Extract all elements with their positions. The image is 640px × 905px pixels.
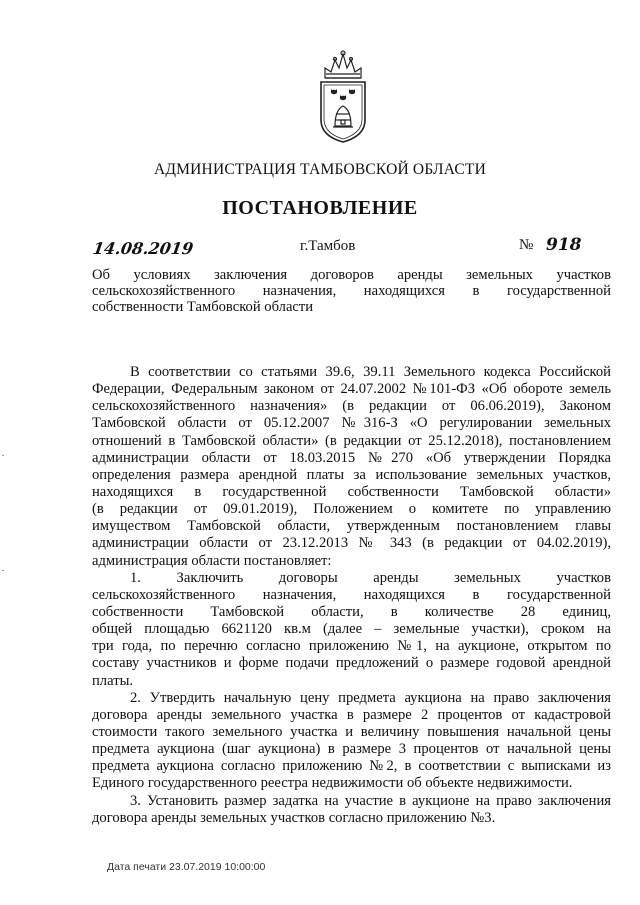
body-line: предмета аукциона согласно приложению №2, в соответствии с выписками из: [92, 758, 611, 775]
body-line: имуществом Тамбовской области, утвержденным постановлением главы: [92, 518, 611, 535]
body-line: общей площадью 6621120 кв.м (далее – земельные участки), сроком на: [92, 621, 611, 638]
body-line: договора аренды земельного участка в размере 2 процентов от кадастровой: [92, 706, 611, 723]
body-line: договора аренды земельных участков согласно приложению №3.: [92, 809, 496, 826]
document-type-title: ПОСТАНОВЛЕНИЕ: [222, 197, 418, 219]
body-line: (в редакции от 09.01.2019), Положением о комитете по управлению: [92, 501, 611, 518]
subject-line: собственности Тамбовской области: [92, 299, 314, 315]
organization-title: АДМИНИСТРАЦИЯ ТАМБОВСКОЙ ОБЛАСТИ: [154, 161, 486, 178]
body-line: администрации области от 18.03.2015 №270 «Об утверждении Порядка: [92, 449, 611, 466]
body-line: Федерации, Федеральным законом от 24.07.2002 №101-ФЗ «Об обороте земель: [92, 381, 611, 398]
body-line: В соответствии со статьями 39.6, 39.11 Земельного кодекса Российской: [130, 364, 611, 380]
body-line: 1. Заключить договоры аренды земельных участков: [130, 569, 611, 586]
document-number: 918: [546, 235, 582, 255]
body-line: Тамбовской области от 05.12.2007 №316-З «О регулировании земельных: [92, 415, 611, 432]
tambov-coat-of-arms-icon: [311, 48, 375, 146]
subject-line: Об условиях заключения договоров аренды земельных участков: [92, 267, 611, 283]
margin-mark: [2, 570, 4, 571]
body-line: администрация области постановляет:: [92, 552, 332, 569]
body-line: 3. Установить размер задатка на участие в аукционе на право заключения: [130, 792, 611, 809]
body-line: определения размера арендной платы за использование земельных участков,: [92, 466, 611, 483]
body-line: предмета аукциона (шаг аукциона) в размере 3 процентов от начальной цены: [92, 741, 611, 758]
document-body: [92, 364, 611, 827]
body-line: составу участников и форме подачи предложений о размере годовой арендной: [92, 655, 611, 672]
body-line: платы.: [92, 672, 134, 689]
body-line: собственности Тамбовской области, в количестве 28 единиц,: [92, 603, 611, 620]
body-line: отношений в Тамбовской области» (в редакции от 25.12.2018), постановлением: [92, 432, 611, 449]
body-line: Единого государственного реестра недвижимости об объекте недвижимости.: [92, 775, 573, 792]
document-date: 14.08.2019: [91, 239, 195, 258]
body-line: находящихся в государственной собственности Тамбовской области»: [92, 483, 611, 500]
body-line: 2. Утвердить начальную цену предмета аукциона на право заключения: [130, 689, 611, 706]
print-date: Дата печати 23.07.2019 10:00:00: [107, 861, 266, 873]
document-number-label: №: [519, 237, 534, 253]
subject-line: сельскохозяйственного назначения, находящихся в государственной: [92, 283, 611, 299]
document-subject: [92, 267, 611, 315]
body-line: администрации области от 23.12.2013 № 343 (в редакции от 04.02.2019),: [92, 535, 611, 552]
body-line: сельскохозяйственного назначения, находящихся в государственной: [92, 586, 611, 603]
document-city: г.Тамбов: [300, 238, 356, 254]
body-line: стоимости такого земельного участка и величину повышения начальной цены: [92, 723, 611, 740]
body-line: три года, по перечню согласно приложению №1, на аукционе, открытом по: [92, 638, 611, 655]
body-line: сельскохозяйственного назначения» (в редакции от 06.06.2019), Законом: [92, 398, 611, 415]
margin-mark: [2, 455, 4, 456]
